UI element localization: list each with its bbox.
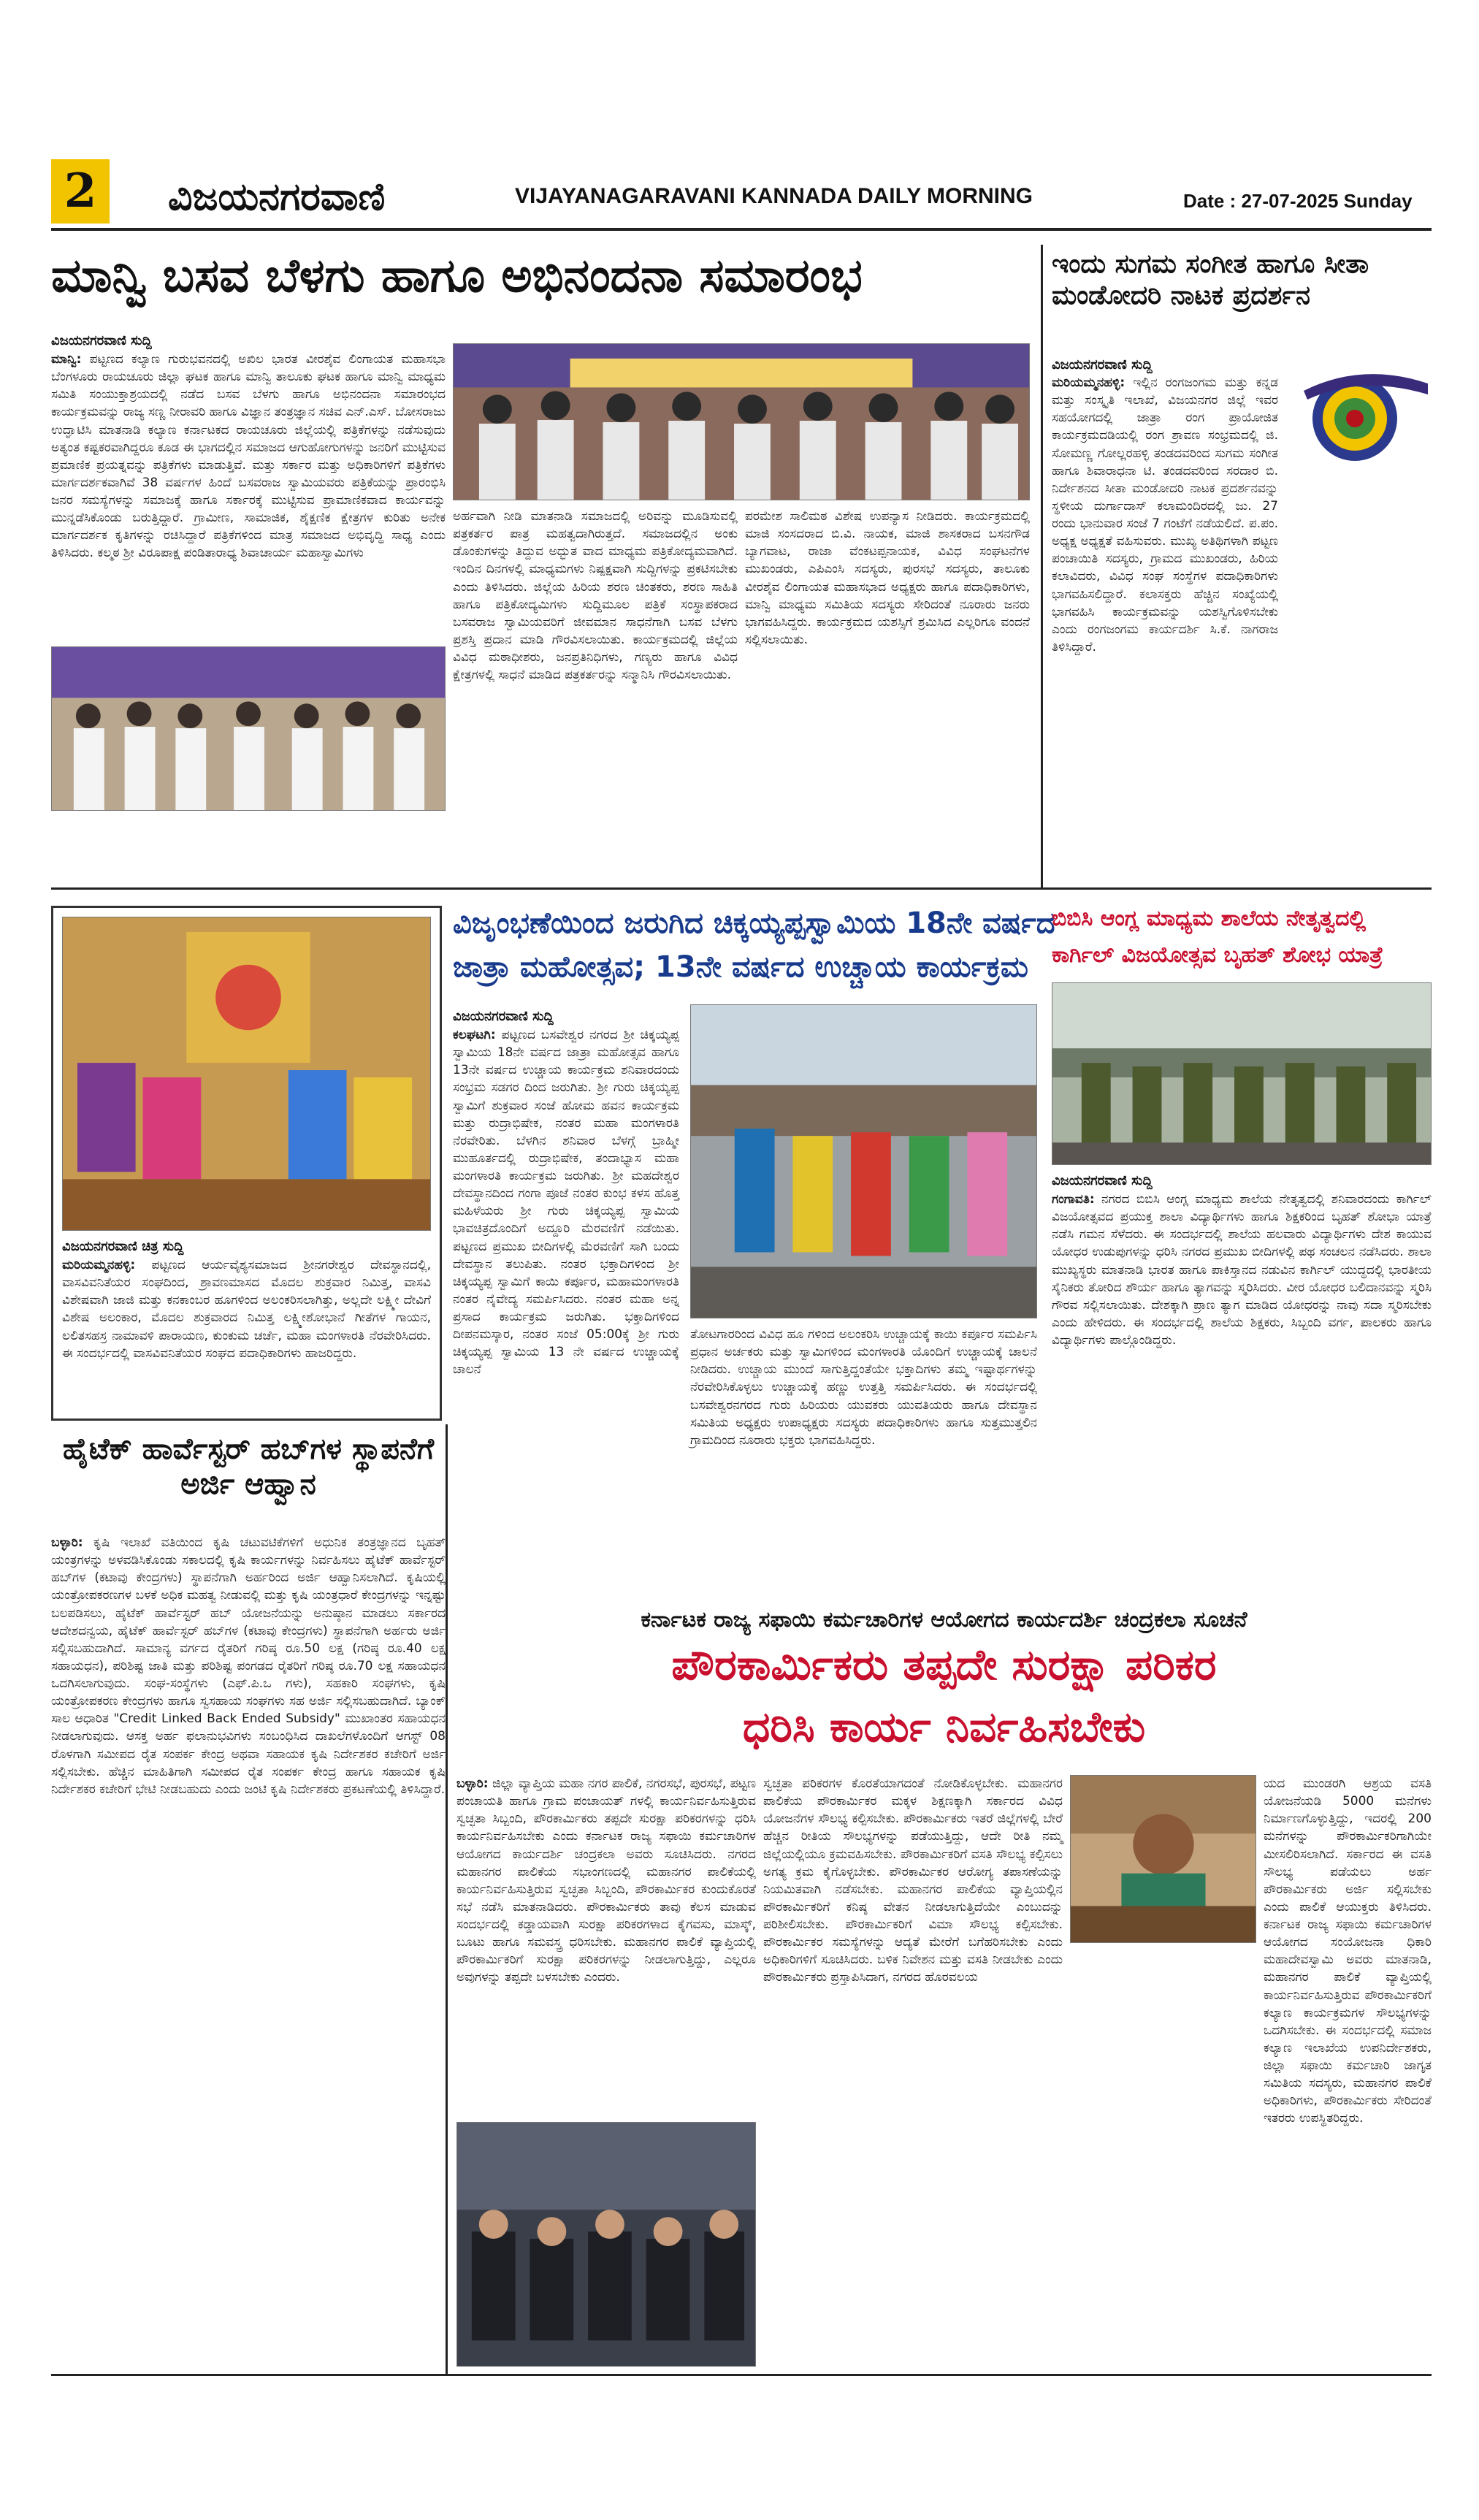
varamahalakshmi-dateline: ಮರಿಯಮ್ಮನಹಳ್ಳಿ: — [62, 1258, 136, 1272]
masthead-rule — [51, 228, 1432, 231]
lead-dateline: ಮಾನ್ವಿ: — [51, 352, 82, 367]
varamahalakshmi-photo — [62, 917, 431, 1231]
kargil-headline-line2: ಕಾರ್ಗಿಲ್ ವಿಜಯೋತ್ಸವ ಬೃಹತ್ ಶೋಭ ಯಾತ್ರೆ — [1052, 942, 1383, 968]
safety-body-col1: ಬಳ್ಳಾರಿ: ಜಿಲ್ಲಾ ವ್ಯಾಪ್ತಿಯ ಮಹಾ ನಗರ ಪಾಲಿಕೆ, ನಗರಸಭೆ, ಪುರಸಭೆ, ಪಟ್ಟಣ ಪಂಚಾಯತಿ ಹಾಗೂ ಗ್ರಾಮ ಪಂಚಾಯತ್ ಗಳಲ್ಲಿ ಕಾರ್ಯನಿರ್ವಹಿಸುತ್ತಿರುವ ಸ್ವಚ್ಛತಾ ಸಿಬ್ಬಂದಿ, ಪೌರಕಾರ್ಮಿಕರು ತಪ್ಪದೇ ಸುರಕ್ಷಾ ಪರಿಕರಗಳನ್ನು ಧರಿಸಿ ಕಾರ್ಯನಿರ್ವಹಿಸಬೇಕು ಎಂದು ಕರ್ನಾಟಕ ರಾಜ್ಯ ಸಫಾಯಿ ಕರ್ಮಚಾರಿಗಳ ಆಯೋಗದ ಕಾರ್ಯದರ್ಶಿ ಚಂದ್ರಕಲಾ ಅವರು ಸೂಚಿಸಿದರು. ನಗರದ ಮಹಾನಗರ ಪಾಲಿಕೆಯ ಸಭಾಂಗಣದಲ್ಲಿ ಮಹಾನಗರ ಪಾಲಿಕೆಯಲ್ಲಿ ಕಾರ್ಯನಿರ್ವಹಿಸುತ್ತಿರುವ ಸ್ವಚ್ಛತಾ ಸಿಬ್ಬಂದಿ, ಪೌರಕಾರ್ಮಿಕರ ಕುಂದುಕೊರತೆ ಸಭೆ ನಡೆಸಿ ಮಾತನಾಡಿದರು. ಪೌರಕಾರ್ಮಿಕರು ತಾವು ಕೆಲಸ ಮಾಡುವ ಸಂದರ್ಭದಲ್ಲಿ ಕಡ್ಡಾಯವಾಗಿ ಸುರಕ್ಷಾ ಪರಿಕರಗಳಾದ ಕೈಗವಸು, ಮಾಸ್ಕ್, ಬೂಟು ಹಾಗೂ ಸಮವಸ್ತ್ರ ಧರಿಸಬೇಕು. ಮಹಾನಗರ ಪಾಲಿಕೆ ವ್ಯಾಪ್ತಿಯಲ್ಲಿ ಪೌರಕಾರ್ಮಿಕರಿಗೆ ಸುರಕ್ಷಾ ಪರಿಕರಗಳನ್ನು ನೀಡಲಾಗುತ್ತಿದ್ದು, ಎಲ್ಲರೂ ಅವುಗಳನ್ನು ತಪ್ಪದೇ ಬಳಸಬೇಕು ಎಂದರು. — [456, 1776, 757, 1985]
safety-headline-line2: ಧರಿಸಿ ಕಾರ್ಯ ನಿರ್ವಹಿಸಬೇಕು — [742, 1702, 1146, 1752]
masthead-title-kannada: ವಿಜಯನಗರವಾಣಿ — [168, 175, 386, 219]
page-number: 2 — [51, 159, 110, 224]
kargil-headline-line1: ಬಿಬಿಸಿ ಆಂಗ್ಲ ಮಾಧ್ಯಮ ಶಾಲೆಯ ನೇತೃತ್ವದಲ್ಲಿ — [1052, 906, 1367, 931]
kargil-photo — [1052, 982, 1432, 1165]
kargil-byline: ವಿಜಯನಗರವಾಣಿ ಸುದ್ದಿ — [1052, 1173, 1153, 1188]
harvester-headline: ಹೈಟೆಕ್ ಹಾರ್ವೆಸ್ಟರ್ ಹಬ್‌ಗಳ ಸ್ಥಾಪನೆಗೆ ಅರ್ಜಿ ಆಹ್ವಾನ — [62, 1432, 435, 1501]
varamahalakshmi-byline: ವಿಜಯನಗರವಾಣಿ ಚಿತ್ರ ಸುದ್ದಿ — [62, 1239, 184, 1254]
lead-body-col2: ಅರ್ಹವಾಗಿ ನೀಡಿ ಮಾತನಾಡಿ ಸಮಾಜದಲ್ಲಿ ಅರಿವನ್ನು ಮೂಡಿಸುವಲ್ಲಿ ಪತ್ರಕರ್ತರ ಪಾತ್ರ ಮಹತ್ವದಾಗಿರುತ್ತದೆ. ಸಮಾಜದಲ್ಲಿನ ಅಂಕು ಡೊಂಕುಗಳನ್ನು ತಿದ್ದುವ ಅದ್ಭುತ ವಾದ ಮಾಧ್ಯಮ ಪತ್ರಿಕೋದ್ಯಮವಾಗಿದೆ. ಇಂದಿನ ದಿನಗಳಲ್ಲಿ ಮಾಧ್ಯಮಗಳು ನಿಷ್ಪಕ್ಷವಾಗಿ ಸುದ್ದಿಗಳನ್ನು ಪ್ರಕಟಿಸಬೇಕು ಎಂದು ತಿಳಿಸಿದರು. ಜಿಲ್ಲೆಯ ಹಿರಿಯ ಶರಣ ಚಿಂತಕರು, ಶರಣ ಸಾಹಿತಿ ಹಾಗೂ ಪತ್ರಿಕೋದ್ಯಮಿಗಳು ಸುದ್ದಿಮೂಲ ಪತ್ರಿಕೆ ಸಂಸ್ಥಾಪಕರಾದ ಬಸವರಾಜ ಸ್ವಾಮಿಯವರಿಗೆ ಜೀವಮಾನ ಸಾಧನೆಗಾಗಿ ಬಸವ ಬೆಳಗು ಪ್ರಶಸ್ತಿ ಪ್ರದಾನ ಮಾಡಿ ಗೌರವಿಸಲಾಯಿತು. ಕಾರ್ಯಕ್ರಮದಲ್ಲಿ ಜಿಲ್ಲೆಯ ವಿವಿಧ ಮಠಾಧೀಶರು, ಜನಪ್ರತಿನಿಧಿಗಳು, ಗಣ್ಯರು ಹಾಗೂ ವಿವಿಧ ಕ್ಷೇತ್ರಗಳಲ್ಲಿ ಸಾಧನೆ ಮಾಡಿದ ಪತ್ರಕರ್ತರನ್ನು ಸನ್ಮಾನಿಸಿ ಗೌರವಿಸಲಾಯಿತು. — [453, 509, 738, 683]
column-divider — [1041, 245, 1043, 887]
lead-body-col1: ಮಾನ್ವಿ: ಪಟ್ಟಣದ ಕಲ್ಯಾಣ ಗುರುಭವನದಲ್ಲಿ ಅಖಿಲ ಭಾರತ ವೀರಶೈವ ಲಿಂಗಾಯತ ಮಹಾಸಭಾ ಬೆಂಗಳೂರು ರಾಯಚೂರು ಜಿಲ್ಲಾ ಘಟಕ ಹಾಗೂ ಮಾನ್ವಿ ತಾಲೂಕು ಘಟಕ ಹಾಗೂ ಮಾನ್ವಿ ಮಾಧ್ಯಮ ಸಮಿತಿ ಸಂಯುಕ್ತಾಶ್ರಯದಲ್ಲಿ ನಡೆದ ಬಸವ ಬೆಳಗು ಹಾಗೂ ಅಭಿನಂದನಾ ಸಮಾರಂಭದ ಕಾರ್ಯಕ್ರಮವನ್ನು ರಾಜ್ಯ ಸಣ್ಣ ನೀರಾವರಿ ಹಾಗೂ ವಿಜ್ಞಾನ ತಂತ್ರಜ್ಞಾನ ಸಚಿವ ಎನ್.ಎಸ್. ಬೋಸರಾಜು ಉದ್ಘಾಟಿಸಿ ಮಾತನಾಡಿ ಕಲ್ಯಾಣ ಕರ್ನಾಟಕದ ರಾಯಚೂರು ಜಿಲ್ಲೆಯಲ್ಲಿ ಪತ್ರಿಕೆಗಳನ್ನು ನಡೆಸುವುದು ಅತ್ಯಂತ ಕಷ್ಟಕರವಾಗಿದ್ದರೂ ಕೂಡ ಈ ಭಾಗದಲ್ಲಿನ ಸಮಾಜದ ಆಗುಹೋಗುಗಳನ್ನು ಜನರಿಗೆ ಮುಟ್ಟಿಸುವ ಪ್ರಮಾಣಿಕ ಪ್ರಯತ್ನವನ್ನು ಪತ್ರಿಕೆಗಳು ಮಾಡುತ್ತಿವೆ. ಮತ್ತು ಸರ್ಕಾರ ಮತ್ತು ಅಧಿಕಾರಿಗಳಿಗೆ ಪತ್ರಿಕೆಗಳು ಮಾರ್ಗದರ್ಶಕವಾಗಿವೆ 38 ವರ್ಷಗಳ ಹಿಂದೆ ಬಸವರಾಜ ಸ್ವಾಮಿಯವರು ಪತ್ರಿಕೆಯನ್ನು ಪ್ರಾರಂಭಿಸಿ ಜನರ ಸಮಸ್ಯೆಗಳನ್ನು ಸಮಾಜಕ್ಕೆ ಹಾಗೂ ಸರ್ಕಾರಕ್ಕೆ ಮುಟ್ಟಿಸುವ ಪ್ರಾಮಾಣಿಕವಾದ ಕಾರ್ಯವನ್ನು ಮುನ್ನಡೆಸಿಕೊಂಡು ಬರುತ್ತಿದ್ದಾರೆ. ಗ್ರಾಮೀಣ, ಸಾಮಾಜಿಕ, ಶೈಕ್ಷಣಿಕ ಕ್ಷೇತ್ರಗಳ ಕುರಿತು ಅನೇಕ ಮಾರ್ಗದರ್ಶಕ ಕೃತಿಗಳನ್ನು ರಚಿಸಿದ್ದಾರೆ ಪತ್ರಿಕೆಗಳಿಂದ ಮಾತ್ರ ಸಮಾಜದ ಅಭಿವೃದ್ಧಿ ಸಾಧ್ಯ ಎಂದು ತಿಳಿಸಿದರು. ಕಲ್ಮಠ ಶ್ರೀ ವಿರೂಪಾಕ್ಷ ಪಂಡಿತಾರಾಧ್ಯ ಶಿವಾಚಾರ್ಯ ಮಹಾಸ್ವಾಮಿಗಳು — [51, 352, 446, 561]
jatra-body-col2: ತೋಟಗಾರರಿಂದ ವಿವಿಧ ಹೂ ಗಳಿಂದ ಅಲಂಕರಿಸಿ ಉಚ್ಚಾಯಕ್ಕೆ ಕಾಯಿ ಕರ್ಪೂರ ಸಮರ್ಪಿಸಿ ಪ್ರಧಾನ ಅರ್ಚಕರು ಮತ್ತು ಸ್ವಾಮಿಗಳಿಂದ ಮಂಗಳಾರತಿ ಯೊಂದಿಗೆ ಉಚ್ಚಾಯಕ್ಕೆ ಚಾಲನೆ ನೀಡಿದರು. ಉಚ್ಚಾಯ ಮುಂದೆ ಸಾಗುತ್ತಿದ್ದಂತೆಯೇ ಭಕ್ತಾದಿಗಳು ತಮ್ಮ ಇಷ್ಟಾರ್ಥಗಳನ್ನು ನೆರವೇರಿಸಿಕೊಳ್ಳಲು ಉಚ್ಚಾಯಕ್ಕೆ ಹಣ್ಣು ಉತ್ತತ್ತಿ ಸಮರ್ಪಿಸಿದರು. ಈ ಸಂದರ್ಭದಲ್ಲಿ ಬಸವೇಶ್ವರನಗರದ ಗುರು ಹಿರಿಯರು ಯುವಕರು ಯುವತಿಯರು ಹಾಗೂ ದೇವಸ್ಥಾನ ಸಮಿತಿಯ ಅಧ್ಯಕ್ಷರು ಉಪಾಧ್ಯಕ್ಷರು ಸದಸ್ಯರು ಪದಾಧಿಕಾರಿಗಳು ಹಾಗೂ ಸುತ್ತಮುತ್ತಲಿನ ಗ್ರಾಮದಿಂದ ನೂರಾರು ಭಕ್ತರು ಭಾಗವಹಿಸಿದ್ದರು. — [690, 1327, 1037, 1448]
lead-headline: ಮಾನ್ವಿ ಬಸವ ಬೆಳಗು ಹಾಗೂ ಅಭಿನಂದನಾ ಸಮಾರಂಭ — [51, 249, 863, 303]
jatra-headline-line1: ವಿಜೃಂಭಣೆಯಿಂದ ಜರುಗಿದ ಚಿಕ್ಕಯ್ಯಪ್ಪಸ್ವಾಮಿಯ 18ನೇ ವರ್ಷದ — [453, 906, 1055, 940]
page-bottom-rule — [51, 2374, 1432, 2376]
sugama-logo — [1289, 362, 1432, 471]
safety-headline-line1: ಪೌರಕಾರ್ಮಿಕರು ತಪ್ಪದೇ ಸುರಕ್ಷಾ ಪರಿಕರ — [671, 1640, 1217, 1689]
harvester-body: ಬಳ್ಳಾರಿ: ಕೃಷಿ ಇಲಾಖೆ ವತಿಯಿಂದ ಕೃಷಿ ಚಟುವಟಿಕೆಗಳಿಗೆ ಅಧುನಿಕ ತಂತ್ರಜ್ಞಾನದ ಬೃಹತ್ ಯಂತ್ರಗಳನ್ನು ಅಳವಡಿಸಿಕೊಂಡು ಸಕಾಲದಲ್ಲಿ ಕೃಷಿ ಕಾರ್ಯಗಳನ್ನು ನಿರ್ವಹಿಸಲು ಹೈಟೆಕ್ ಹಾರ್ವೆಸ್ಟರ್ ಹಬ್‌ಗಳ (ಕಟಾವು ಕೇಂದ್ರಗಳು) ಸ್ಥಾಪನೆಗಾಗಿ ಅರ್ಹರಿಂದ ಅರ್ಜಿ ಆಹ್ವಾನಿಸಲಾಗಿದೆ. ಕೃಷಿಯಲ್ಲಿ ಯಂತ್ರೋಪಕರಣಗಳ ಬಳಕೆ ಅಧಿಕ ಮಹತ್ವ ನೀಡುವಲ್ಲಿ ಮತ್ತು ಕೃಷಿ ಯಂತ್ರಧಾರೆ ಕೇಂದ್ರಗಳನ್ನು ಇನ್ನಷ್ಟು ಬಲಪಡಿಸಲು, ಹೈಟೆಕ್ ಹಾರ್ವೆಸ್ಟರ್ ಹಬ್ ಯೋಜನೆಯನ್ನು ಅನುಷ್ಠಾನ ಮಾಡಲು ಸರ್ಕಾರದ ಆದೇಶದನ್ವಯ, ಹೈಟೆಕ್ ಹಾರ್ವೆಸ್ಟರ್ ಹಬ್‌ಗಳ (ಕಟಾವು ಕೇಂದ್ರಗಳು) ಸ್ಥಾಪನೆಗಾಗಿ ಅರ್ಹರು ಅರ್ಜಿ ಸಲ್ಲಿಸಬಹುದಾಗಿದೆ. ಸಾಮಾನ್ಯ ವರ್ಗದ ರೈತರಿಗೆ ಗರಿಷ್ಠ ರೂ.50 ಲಕ್ಷ (ಗರಿಷ್ಠ ರೂ.40 ಲಕ್ಷ ಸಹಾಯಧನ), ಪರಿಶಿಷ್ಟ ಜಾತಿ ಮತ್ತು ಪರಿಶಿಷ್ಟ ಪಂಗಡದ ರೈತರಿಗೆ ಗರಿಷ್ಠ ರೂ.70 ಲಕ್ಷ ಸಹಾಯಧನ ಒದಗಿಸಲಾಗುವುದು. ಸಂಘ-ಸಂಸ್ಥೆಗಳು (ಎಫ್.ಪಿ.ಒ ಗಳು), ಸಹಕಾರಿ ಸಂಘಗಳು, ಕೃಷಿ ಯಂತ್ರೋಪಕರಣ ಕೇಂದ್ರಗಳು ಹಾಗೂ ಸ್ವಸಹಾಯ ಸಂಘಗಳು ಸಹ ಅರ್ಜಿ ಸಲ್ಲಿಸಬಹುದಾಗಿದೆ. ಬ್ಯಾಂಕ್ ಸಾಲ ಆಧಾರಿತ "Credit Linked Back Ended Subsidy" ಮುಖಾಂತರ ಸಹಾಯಧನ ನೀಡಲಾಗುವುದು. ಆಸಕ್ತ ಅರ್ಹ ಫಲಾನುಭವಿಗಳು ಸಂಬಂಧಿಸಿದ ದಾಖಲೆಗಳೊಂದಿಗೆ ಆಗಸ್ಟ್ 08 ರೊಳಗಾಗಿ ಸಮೀಪದ ರೈತ ಸಂಪರ್ಕ ಕೇಂದ್ರ ಅಥವಾ ಸಹಾಯಕ ಕೃಷಿ ನಿರ್ದೇಶಕರ ಕಚೇರಿಗೆ ಅರ್ಜಿ ಸಲ್ಲಿಸಬೇಕು. ಹೆಚ್ಚಿನ ಮಾಹಿತಿಗಾಗಿ ಸಮೀಪದ ರೈತ ಸಂಪರ್ಕ ಕೇಂದ್ರ ಹಾಗೂ ಸಹಾಯಕ ಕೃಷಿ ನಿರ್ದೇಶಕರ ಕಚೇರಿಗೆ ಭೇಟಿ ನೀಡಬಹುದು ಎಂದು ಜಂಟಿ ಕೃಷಿ ನಿರ್ದೇಶಕರು ಪ್ರಕಟಣೆಯಲ್ಲಿ ತಿಳಿಸಿದ್ದಾರೆ. — [51, 1535, 446, 1797]
column-divider-2 — [446, 1424, 448, 2374]
lead-byline: ವಿಜಯನಗರವಾಣಿ ಸುದ್ದಿ — [51, 333, 152, 348]
sugama-headline: ಇಂದು ಸುಗಮ ಸಂಗೀತ ಹಾಗೂ ಸೀತಾ ಮಂಡೋದರಿ ನಾಟಕ ಪ್ರದರ್ಶನ — [1052, 249, 1369, 311]
harvester-dateline: ಬಳ್ಳಾರಿ: — [51, 1535, 83, 1550]
safety-meeting-photo — [456, 2122, 756, 2367]
safety-body-col3: ಯದ ಮುಂಡರಗಿ ಆಶ್ರಯ ವಸತಿ ಯೋಜನೆಯಡಿ 5000 ಮನೆಗಳು ನಿರ್ಮಾಣಗೊಳ್ಳುತ್ತಿದ್ದು, ಇದರಲ್ಲಿ 200 ಮನೆಗಳನ್ನು ಪೌರಕಾರ್ಮಿಕರಿಗಾಗಿಯೇ ಮೀಸಲಿರಿಸಲಾಗಿದೆ. ಸರ್ಕಾರದ ಈ ವಸತಿ ಸೌಲಭ್ಯ ಪಡೆಯಲು ಅರ್ಹ ಪೌರಕಾರ್ಮಿಕರು ಅರ್ಜಿ ಸಲ್ಲಿಸಬೇಕು ಎಂದು ಪಾಲಿಕೆ ಆಯುಕ್ತರು ತಿಳಿಸಿದರು. ಕರ್ನಾಟಕ ರಾಜ್ಯ ಸಫಾಯಿ ಕರ್ಮಚಾರಿಗಳ ಆಯೋಗದ ಸಂಯೋಜನಾ ಧಿಕಾರಿ ಮಹಾದೇವಸ್ವಾಮಿ ಅವರು ಮಾತನಾಡಿ, ಮಹಾನಗರ ಪಾಲಿಕೆ ವ್ಯಾಪ್ತಿಯಲ್ಲಿ ಕಾರ್ಯನಿರ್ವಹಿಸುತ್ತಿರುವ ಪೌರಕಾರ್ಮಿಕರಿಗೆ ಕಲ್ಯಾಣ ಕಾರ್ಯಕ್ರಮಗಳ ಸೌಲಭ್ಯಗಳನ್ನು ಒದಗಿಸಬೇಕು. ಈ ಸಂದರ್ಭದಲ್ಲಿ ಸಮಾಜ ಕಲ್ಯಾಣ ಇಲಾಖೆಯ ಉಪನಿರ್ದೇಶಕರು, ಜಿಲ್ಲಾ ಸಫಾಯಿ ಕರ್ಮಚಾರಿ ಜಾಗೃತ ಸಮಿತಿಯ ಸದಸ್ಯರು, ಮಹಾನಗರ ಪಾಲಿಕೆ ಅಧಿಕಾರಿಗಳು, ಪೌರಕಾರ್ಮಿಕರು ಸೇರಿದಂತೆ ಇತರರು ಉಪಸ್ಥಿತರಿದ್ದರು. — [1264, 1776, 1432, 2126]
jatra-dateline: ಕಲಘಟಗಿ: — [453, 1028, 496, 1042]
lead-photo-main — [453, 343, 1030, 500]
jatra-byline: ವಿಜಯನಗರವಾಣಿ ಸುದ್ದಿ — [453, 1009, 554, 1024]
kargil-dateline: ಗಂಗಾವತಿ: — [1052, 1192, 1095, 1207]
section-rule-1 — [51, 887, 1432, 890]
jatra-photo — [690, 1004, 1037, 1318]
varamahalakshmi-body: ಮರಿಯಮ್ಮನಹಳ್ಳಿ: ಪಟ್ಟಣದ ಆರ್ಯವೈಶ್ಯಸಮಾಜದ ಶ್ರೀನಗರೇಶ್ವರ ದೇವಸ್ಥಾನದಲ್ಲಿ, ವಾಸವಿವನಿತೆಯರ ಸಂಘದಿಂದ, ಶ್ರಾವಣಮಾಸದ ಮೊದಲ ಶುಕ್ರವಾರ ನಿಮಿತ್ತ, ವಾಸವಿ ವಿಶೇಷವಾಗಿ ಜಾಜಿ ಮತ್ತು ಕನಕಾಂಬರ ಹೂಗಳಿಂದ ಅಲಂಕರಿಸಲಾಗಿತ್ತು, ಅಲ್ಲದೇ ಲಕ್ಷ್ಮೀ ದೇವಿಗೆ ವಿಶೇಷ ಅಲಂಕಾರ, ಮೊದಲ ಶುಕ್ರವಾರದ ನಿಮಿತ್ತ ಲಕ್ಷ್ಮೀಶೋಭಾನೆ ಗೀತೆಗಳ ಗಾಯನ, ಲಲಿತಸಹಸ್ರ ನಾಮಾವಳಿ ಪಾರಾಯಣ, ಕುಂಕುಮ ಚರ್ಚೆ, ಮಹಾ ಮಂಗಳಾರತಿ ನೆರವೇರಿಸಿದರು. ಈ ಸಂದರ್ಭದಲ್ಲಿ ವಾಸವಿವನಿತೆಯರ ಸಂಘದ ಪದಾಧಿಕಾರಿಗಳು ಹಾಜರಿದ್ದರು. — [62, 1258, 431, 1361]
sugama-byline: ವಿಜಯನಗರವಾಣಿ ಸುದ್ದಿ — [1052, 357, 1153, 373]
lead-photo-felicitation — [51, 646, 446, 811]
lead-body-col3: ಪರಮೇಶ ಸಾಲಿಮಠ ವಿಶೇಷ ಉಪನ್ಯಾಸ ನೀಡಿದರು. ಕಾರ್ಯಕ್ರಮದಲ್ಲಿ ಮಾಜಿ ಸಂಸದರಾದ ಬಿ.ವಿ. ನಾಯಕ, ಮಾಜಿ ಶಾಸಕರಾದ ಬಸನಗೌಡ ಬ್ಯಾಗವಾಟ, ರಾಜಾ ವೆಂಕಟಪ್ಪನಾಯಕ, ವಿವಿಧ ಸಂಘಟನೆಗಳ ಮುಖಂಡರು, ಎಪಿಎಂಸಿ ಸದಸ್ಯರು, ಪುರಸಭೆ ಸದಸ್ಯರು, ತಾಲೂಕು ವೀರಶೈವ ಲಿಂಗಾಯತ ಮಹಾಸಭಾದ ಅಧ್ಯಕ್ಷರು ಹಾಗೂ ಪದಾಧಿಕಾರಿಗಳು, ಮಾನ್ವಿ ಮಾಧ್ಯಮ ಸಮಿತಿಯ ಸದಸ್ಯರು ಸೇರಿದಂತೆ ನೂರಾರು ಜನರು ಭಾಗವಹಿಸಿದ್ದರು. ಕಾರ್ಯಕ್ರಮದ ಯಶಸ್ಸಿಗೆ ಶ್ರಮಿಸಿದ ಎಲ್ಲರಿಗೂ ವಂದನೆ ಸಲ್ಲಿಸಲಾಯಿತು. — [745, 509, 1030, 647]
jatra-body-col1: ಕಲಘಟಗಿ: ಪಟ್ಟಣದ ಬಸವೇಶ್ವರ ನಗರದ ಶ್ರೀ ಚಿಕ್ಕಯ್ಯಪ್ಪ ಸ್ವಾಮಿಯ 18ನೇ ವರ್ಷದ ಜಾತ್ರಾ ಮಹೋತ್ಸವ ಹಾಗೂ 13ನೇ ವರ್ಷದ ಉಚ್ಚಾಯ ಕಾರ್ಯಕ್ರಮ ಶನಿವಾರದಂದು ಸಂಭ್ರಮ ಸಡಗರ ದಿಂದ ಜರುಗಿತು. ಶ್ರೀ ಗುರು ಚಿಕ್ಕಯ್ಯಪ್ಪ ಸ್ವಾಮಿಗೆ ಶುಕ್ರವಾರ ಸಂಜೆ ಹೋಮ ಹವನ ಕಾರ್ಯಕ್ರಮ ಮತ್ತು ರುದ್ರಾಭಿಷೇಕ, ನಂತರ ಮಹಾ ಮಂಗಳಾರತಿ ನೆರವೇರಿತು. ಬೆಳಗಿನ ಶನಿವಾರ ಬೆಳಗ್ಗೆ ಬ್ರಾಹ್ಮೀ ಮುಹೂರ್ತದಲ್ಲಿ ರುದ್ರಾಭಿಷೇಕ, ತಂದಾಭ್ಯಾಸ ಮಹಾ ಮಂಗಳಾರತಿ ಕಾರ್ಯಕ್ರಮ ಜರುಗಿತು. ಶ್ರೀ ಮಹದೇಶ್ವರ ದೇವಸ್ಥಾನದಿಂದ ಗಂಗಾ ಪೂಜೆ ನಂತರ ಕುಂಭ ಕಳಸ ಹೊತ್ತ ಮಹಿಳೆಯರು ಶ್ರೀ ಗುರು ಚಿಕ್ಕಯ್ಯಪ್ಪ ಸ್ವಾಮಿಯ ಭಾವಚಿತ್ರದೊಂದಿಗೆ ಅದ್ದೂರಿ ಮೆರವಣಿಗೆ ನಡೆಯಿತು. ಪಟ್ಟಣದ ಪ್ರಮುಖ ಬೀದಿಗಳಲ್ಲಿ ಮೆರವಣಿಗೆ ಸಾಗಿ ಬಂದು ದೇವಸ್ಥಾನ ತಲುಪಿತು. ನಂತರ ಭಕ್ತಾದಿಗಳಿಂದ ಶ್ರೀ ಚಿಕ್ಕಯ್ಯಪ್ಪ ಸ್ವಾಮಿಗೆ ಕಾಯಿ ಕರ್ಪೂರ, ಮಹಾಮಂಗಳಾರತಿ ನಂತರ ನೈವೇದ್ಯ ಸಮರ್ಪಿಸಿದರು. ನಂತರ ಮಹಾ ಅನ್ನ ಪ್ರಸಾದ ಕಾರ್ಯಕ್ರಮ ಜರುಗಿತು. ಭಕ್ತಾದಿಗಳಿಂದ ದೀಪನಮಸ್ಕಾರ, ನಂತರ ಸಂಜೆ 05:00ಕ್ಕೆ ಶ್ರೀ ಗುರು ಚಿಕ್ಕಯ್ಯಪ್ಪ ಸ್ವಾಮಿಯ 13 ನೇ ವರ್ಷದ ಉಚ್ಚಾಯಕ್ಕೆ ಚಾಲನೆ — [453, 1028, 679, 1378]
kargil-body: ಗಂಗಾವತಿ: ನಗರದ ಬಿಬಿಸಿ ಆಂಗ್ಲ ಮಾಧ್ಯಮ ಶಾಲೆಯ ನೇತೃತ್ವದಲ್ಲಿ ಶನಿವಾರದಂದು ಕಾರ್ಗಿಲ್ ವಿಜಯೋತ್ಸವದ ಪ್ರಯುಕ್ತ ಶಾಲಾ ವಿದ್ಯಾರ್ಥಿಗಳು ಹಾಗೂ ಶಿಕ್ಷಕರಿಂದ ಬೃಹತ್ ಶೋಭಾ ಯಾತ್ರೆ ನಡೆಸಿ ಗಮನ ಸೆಳೆದರು. ಈ ಸಂದರ್ಭದಲ್ಲಿ ಶಾಲೆಯ ಹಲವಾರು ವಿದ್ಯಾರ್ಥಿಗಳು ದೇಶ ಕಾಯುವ ಯೋಧರ ಉಡುಪುಗಳನ್ನು ಧರಿಸಿ ನಗರದ ಪ್ರಮುಖ ಬೀದಿಗಳಲ್ಲಿ ಪಥ ಸಂಚಲನ ನಡೆಸಿದರು. ಶಾಲಾ ಮುಖ್ಯಸ್ಥರು ಮಾತನಾಡಿ ಭಾರತ ಹಾಗೂ ಪಾಕಿಸ್ತಾನದ ನಡುವಿನ ಕಾರ್ಗಿಲ್ ಯುದ್ಧದಲ್ಲಿ ಭಾರತೀಯ ಸೈನಿಕರು ತೋರಿದ ಶೌರ್ಯ ಹಾಗೂ ತ್ಯಾಗವನ್ನು ಸ್ಮರಿಸಿದರು. ವೀರ ಯೋಧರ ಬಲಿದಾನವನ್ನು ಸ್ಮರಿಸಿ ಗೌರವ ಸಲ್ಲಿಸಲಾಯಿತು. ದೇಶಕ್ಕಾಗಿ ಪ್ರಾಣ ತ್ಯಾಗ ಮಾಡಿದ ಯೋಧರನ್ನು ನಾವು ಸದಾ ಸ್ಮರಿಸಬೇಕು ಎಂದು ಹೇಳಿದರು. ಈ ಸಂದರ್ಭದಲ್ಲಿ ಶಾಲೆಯ ಶಿಕ್ಷಕರು, ಸಿಬ್ಬಂದಿ ವರ್ಗ, ಪಾಲಕರು ಹಾಗೂ ವಿದ್ಯಾರ್ಥಿಗಳು ಪಾಲ್ಗೊಂಡಿದ್ದರು. — [1052, 1192, 1432, 1348]
safety-dateline: ಬಳ್ಳಾರಿ: — [456, 1776, 489, 1791]
safety-body-col2: ಸ್ವಚ್ಛತಾ ಪರಿಕರಗಳ ಕೊರತೆಯಾಗದಂತೆ ನೋಡಿಕೊಳ್ಳಬೇಕು. ಮಹಾನಗರ ಪಾಲಿಕೆಯ ಪೌರಕಾರ್ಮಿಕರ ಮಕ್ಕಳ ಶಿಕ್ಷಣಕ್ಕಾಗಿ ಸರ್ಕಾರದ ವಿವಿಧ ಯೋಜನೆಗಳ ಸೌಲಭ್ಯ ಕಲ್ಪಿಸಬೇಕು. ಪೌರಕಾರ್ಮಿಕರು ಇತರೆ ಜಿಲ್ಲೆಗಳಲ್ಲಿ ಬೇರೆ ಹೆಚ್ಚಿನ ರೀತಿಯ ಸೌಲಭ್ಯಗಳನ್ನು ಪಡೆಯುತ್ತಿದ್ದು, ಆದೇ ರೀತಿ ನಮ್ಮ ಜಿಲ್ಲೆಯಲ್ಲಿಯೂ ಕ್ರಮವಹಿಸಬೇಕು. ಪೌರಕಾರ್ಮಿಕರಿಗೆ ವಸತಿ ಸೌಲಭ್ಯ ಕಲ್ಪಿಸಲು ಅಗತ್ಯ ಕ್ರಮ ಕೈಗೊಳ್ಳಬೇಕು. ಪೌರಕಾರ್ಮಿಕರ ಆರೋಗ್ಯ ತಪಾಸಣೆಯನ್ನು ನಿಯಮಿತವಾಗಿ ನಡೆಸಬೇಕು. ಮಹಾನಗರ ಪಾಲಿಕೆಯ ವ್ಯಾಪ್ತಿಯಲ್ಲಿನ ಪೌರಕಾರ್ಮಿಕರಿಗೆ ಕನಿಷ್ಠ ವೇತನ ನೀಡಲಾಗುತ್ತಿದೆಯೇ ಎಂಬುದನ್ನು ಪರಿಶೀಲಿಸಬೇಕು. ಪೌರಕಾರ್ಮಿಕರಿಗೆ ವಿಮಾ ಸೌಲಭ್ಯ ಕಲ್ಪಿಸಬೇಕು. ಪೌರಕಾರ್ಮಿಕರ ಸಮಸ್ಯೆಗಳನ್ನು ಆದ್ಯತೆ ಮೇರೆಗೆ ಬಗೆಹರಿಸಬೇಕು ಎಂದು ಅಧಿಕಾರಿಗಳಿಗೆ ಸೂಚಿಸಿದರು. ಬಳಿಕ ನಿವೇಶನ ಮತ್ತು ವಸತಿ ನೀಡಬೇಕು ಎಂದು ಪೌರಕಾರ್ಮಿಕರು ಪ್ರಸ್ತಾಪಿಸಿದಾಗ, ನಗರದ ಹೊರವಲಯ — [763, 1776, 1063, 1985]
sugama-body-more — [1052, 522, 1432, 873]
sugama-body-top: ಮರಿಯಮ್ಮನಹಳ್ಳಿ: ಇಲ್ಲಿನ ರಂಗಜಂಗಮ ಮತ್ತು ಕನ್ನಡ ಮತ್ತು ಸಂಸ್ಕೃತಿ ಇಲಾಖೆ, ವಿಜಯನಗರ ಜಿಲ್ಲೆ ಇವರ ಸಹಯೋಗದಲ್ಲಿ ಜಾತ್ರಾ ರಂಗ ಪ್ರಾಯೋಜಿತ ಕಾರ್ಯಕ್ರಮದಡಿಯಲ್ಲಿ ರಂಗ ಶ್ರಾವಣ ಸಂಭ್ರಮದಲ್ಲಿ ಜಿ. ಸೋಮಣ್ಣ ಗೋಲ್ಲರಹಳ್ಳಿ ತಂಡದವರಿಂದ ಸುಗಮ ಸಂಗೀತ ಹಾಗೂ ಶಿವಾರಾಧನಾ ಟಿ. ತಂಡದವರಿಂದ ಸರದಾರ ಬಿ. ನಿರ್ದೇಶನದ ಸೀತಾ ಮಂಡೋದರಿ ನಾಟಕ ಪ್ರದರ್ಶನವನ್ನು ಸ್ಥಳೀಯ ದುರ್ಗಾದಾಸ್ ಕಲಾಮಂದಿರದಲ್ಲಿ ಜು. 27 ರಂದು ಭಾನುವಾರ ಸಂಜೆ 7 ಗಂಟೆಗೆ ನಡೆಯಲಿದೆ. ಪ.ಪಂ. ಅಧ್ಯಕ್ಷ ಅಧ್ಯಕ್ಷತೆ ವಹಿಸುವರು. ಮುಖ್ಯ ಅತಿಥಿಗಳಾಗಿ ಪಟ್ಟಣ ಪಂಚಾಯಿತಿ ಸದಸ್ಯರು, ಗ್ರಾಮದ ಮುಖಂಡರು, ಹಿರಿಯ ಕಲಾವಿದರು, ವಿವಿಧ ಸಂಘ ಸಂಸ್ಥೆಗಳ ಪದಾಧಿಕಾರಿಗಳು ಭಾಗವಹಿಸಲಿದ್ದಾರೆ. ಕಲಾಸಕ್ತರು ಹೆಚ್ಚಿನ ಸಂಖ್ಯೆಯಲ್ಲಿ ಭಾಗವಹಿಸಿ ಕಾರ್ಯಕ್ರಮವನ್ನು ಯಶಸ್ವಿಗೊಳಿಸಬೇಕು ಎಂದು ರಂಗಜಂಗಮ ಕಾರ್ಯದರ್ಶಿ ಸಿ.ಕೆ. ನಾಗರಾಜ ತಿಳಿಸಿದ್ದಾರೆ. — [1052, 375, 1279, 654]
masthead-title-english: VIJAYANAGARAVANI KANNADA DAILY MORNING — [515, 184, 1033, 208]
safety-kicker: ಕರ್ನಾಟಕ ರಾಜ್ಯ ಸಫಾಯಿ ಕರ್ಮಚಾರಿಗಳ ಆಯೋಗದ ಕಾರ್ಯದರ್ಶಿ ಚಂದ್ರಕಲಾ ಸೂಚನೆ — [641, 1607, 1247, 1633]
jatra-headline-line2: ಜಾತ್ರಾ ಮಹೋತ್ಸವ; 13ನೇ ವರ್ಷದ ಉಚ್ಚಾಯ ಕಾರ್ಯಕ್ರಮ — [453, 950, 1028, 984]
masthead-date: Date : 27-07-2025 Sunday — [1183, 190, 1413, 212]
sugama-dateline: ಮರಿಯಮ್ಮನಹಳ್ಳಿ: — [1052, 375, 1126, 390]
safety-portrait-photo — [1070, 1775, 1256, 1943]
